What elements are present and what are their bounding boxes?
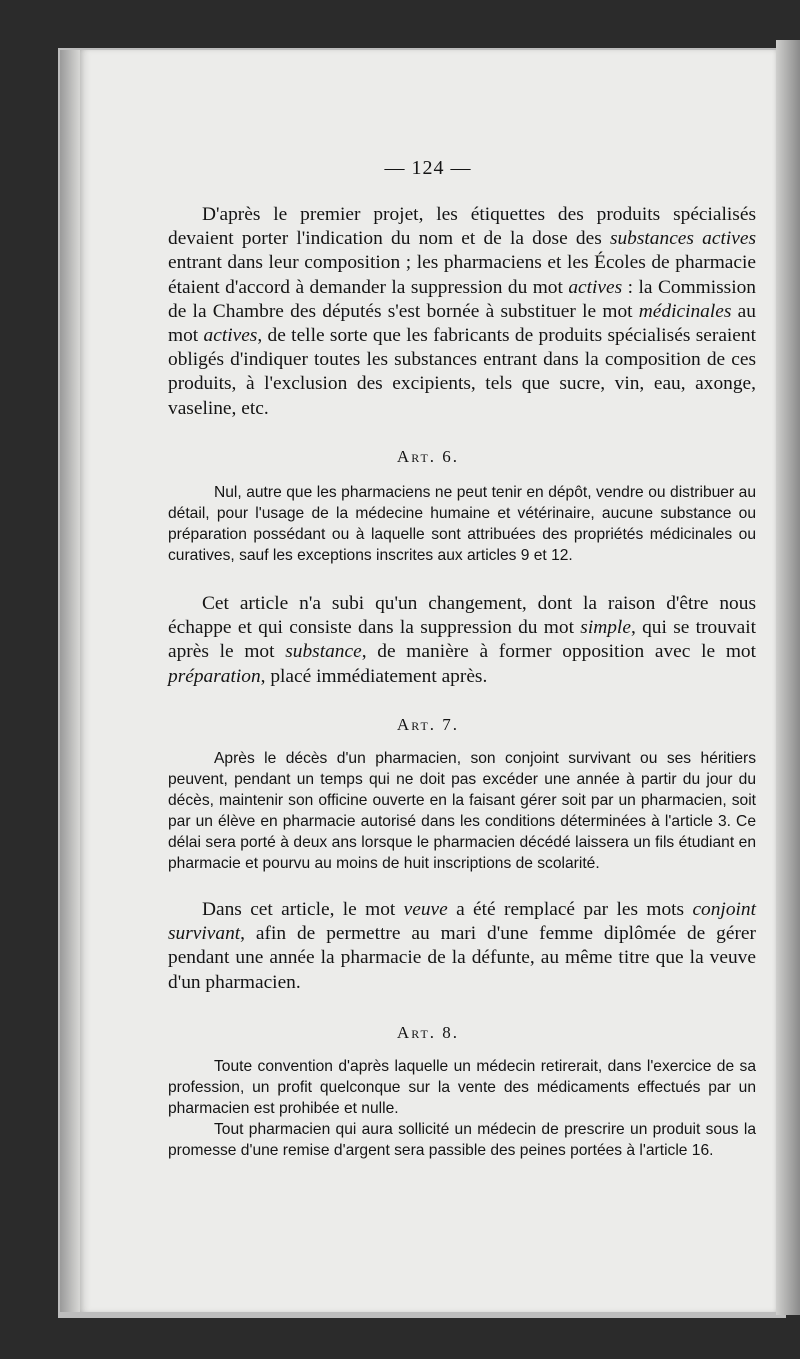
italic-term: actives [203,325,258,347]
italic-term: substances actives [609,228,756,250]
text-span: entrant dans leur composition ; les pharmaciens et les Écoles de pharmacie étaient d'accord à demander la suppression du mot [168,252,756,298]
italic-term: préparation [168,665,261,687]
italic-term: actives [568,276,623,298]
text-span: a été remplacé par les mots [447,899,693,920]
page-number: — 124 — [384,157,472,179]
article-6-heading: Art. 6. [396,447,460,466]
article-8-law-text-2: Tout pharmacien qui aura sollicité un médecin de prescrire un produit sous la promesse d'une remise d'argent sera passible des peines portées à l'article 16. [168,1121,756,1159]
text-span: Cet article n'a subi qu'un changement, dont la raison d'être nous échappe et qui consiste dans la suppression du mot [168,593,756,639]
commentary-paragraph-2 [168,592,756,689]
article-7-law-text: Après le décès d'un pharmacien, son conjoint survivant ou ses héritiers peuvent, pendant un temps qui ne doit pas excéder une année à partir du jour du décès, maintenir son officine ouverte en la faisant gérer soit par un pharmacien, soit par un élève en pharmacie autorisé dans les conditions déterminées à l'article 3. Ce délai sera porté à deux ans lorsque le pharmacien décédé laissera un fils étudiant en pharmacie et pourvu au moins de huit inscriptions de scolarité. [168,750,756,872]
text-span: Dans cet article, le mot [202,899,404,920]
commentary-paragraph-3 [168,898,756,995]
text-span: D'après le premier projet, les étiquettes des produits spécialisés devaient porter l'indication du nom et de la dose des [168,204,756,250]
article-8-heading: Art. 8. [396,1023,460,1042]
italic-term: simple [580,617,631,639]
text-span: , de telle sorte que les fabricants de produits spécialisés seraient obligés d'indiquer toutes les substances entrant dans la composition de ces produits, à l'exclusion des excipients, tels que sucre, vin, eau, axonge, vaseline, etc. [168,325,756,419]
italic-term: substance [285,641,362,663]
page-right-edge [776,40,800,1315]
article-8-law-text-1: Toute convention d'après laquelle un médecin retirerait, dans l'exercice de sa profession, un profit quelconque sur la vente des médicaments effectués par un pharmacien est prohibée et nulle. [168,1058,756,1117]
text-span: , placé immédiatement après. [260,665,488,687]
italic-term: conjoint survivant [168,899,756,945]
page-binding [60,50,80,1312]
text-span: : la Commission de la Chambre des députés s'est bornée à substituer le mot [168,276,757,322]
italic-term: veuve [403,899,448,920]
book-page [78,50,778,1312]
article-7-heading: Art. 7. [396,715,460,734]
commentary-paragraph-1 [168,203,756,421]
text-span: , qui se trouvait après le mot [168,617,756,663]
text-span: , afin de permettre au mari d'une femme diplômée de gérer pendant une année la pharmacie de la défunte, au même titre que la veuve d'un pharmacien. [168,923,756,993]
article-6-law-text: Nul, autre que les pharmaciens ne peut tenir en dépôt, vendre ou distribuer au détail, pour l'usage de la médecine humaine et vétérinaire, aucune substance ou préparation possédant ou à laquelle sont attribuées des propriétés médicinales ou curatives, sauf les exceptions inscrites aux articles 9 et 12. [168,484,756,564]
text-span: au mot [168,300,756,347]
italic-term: médicinales [638,300,732,322]
text-span: , de manière à former opposition avec le mot [361,641,756,663]
